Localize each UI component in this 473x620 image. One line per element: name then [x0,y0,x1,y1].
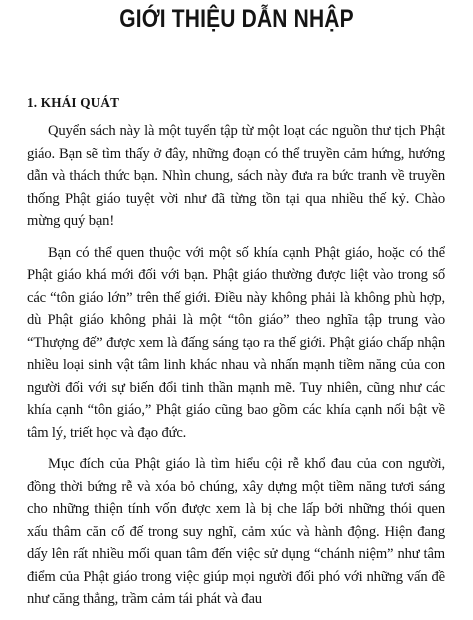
body-text [27,120,445,620]
paragraph-purpose: Mục đích của Phật giáo là tìm hiểu cội rễ khổ đau của con người, đồng thời bứng rễ và xóa bỏ chúng, xây dựng một tiềm năng tươi sáng cho những thiện tính vốn được xem là bị che lấp bởi những thói quen xấu thâm căn cố đế trong suy nghĩ, cảm xúc và hành động. Hiện đang dấy lên rất nhiều mối quan tâm đến việc sử dụng “chánh niệm” như tâm điểm của Phật giáo trong việc giúp mọi người đối phó với những vấn đề như căng thẳng, trầm cảm tái phát và đau [27,456,445,607]
paragraph-intro: Quyển sách này là một tuyển tập từ một loạt các nguồn thư tịch Phật giáo. Bạn sẽ tìm thấy ở đây, những đoạn có thể truyền cảm hứng, hướng dẫn và thách thức bạn. Nhìn chung, sách này đưa ra bức tranh về truyền thống Phật giáo tuyệt vời như đã từng tồn tại qua nhiều thế kỷ. Chào mừng quý bạn! [27,123,445,229]
section-heading: 1. KHÁI QUÁT [27,95,120,110]
chapter-title: GIỚI THIỆU DẪN NHẬP [119,5,354,33]
paragraph-religion: Bạn có thể quen thuộc với một số khía cạnh Phật giáo, hoặc có thể Phật giáo khá mới đối với bạn. Phật giáo thường được liệt vào trong số các “tôn giáo lớn” trên thế giới. Điều này không phải là không phù hợp, dù Phật giáo không phải là một “tôn giáo” theo nghĩa tập trung vào “Thượng đế” được xem là đấng sáng tạo ra thế giới. Phật giáo chấp nhận nhiều loại sinh vật tâm linh khác nhau và nhấn mạnh tiềm năng của con người đối với sự biến đổi tinh thần mạnh mẽ. Tuy nhiên, cũng như các khía cạnh “tôn giáo,” Phật giáo cũng bao gồm các khía cạnh nối bật về tâm lý, triết học và đạo đức. [27,244,445,441]
